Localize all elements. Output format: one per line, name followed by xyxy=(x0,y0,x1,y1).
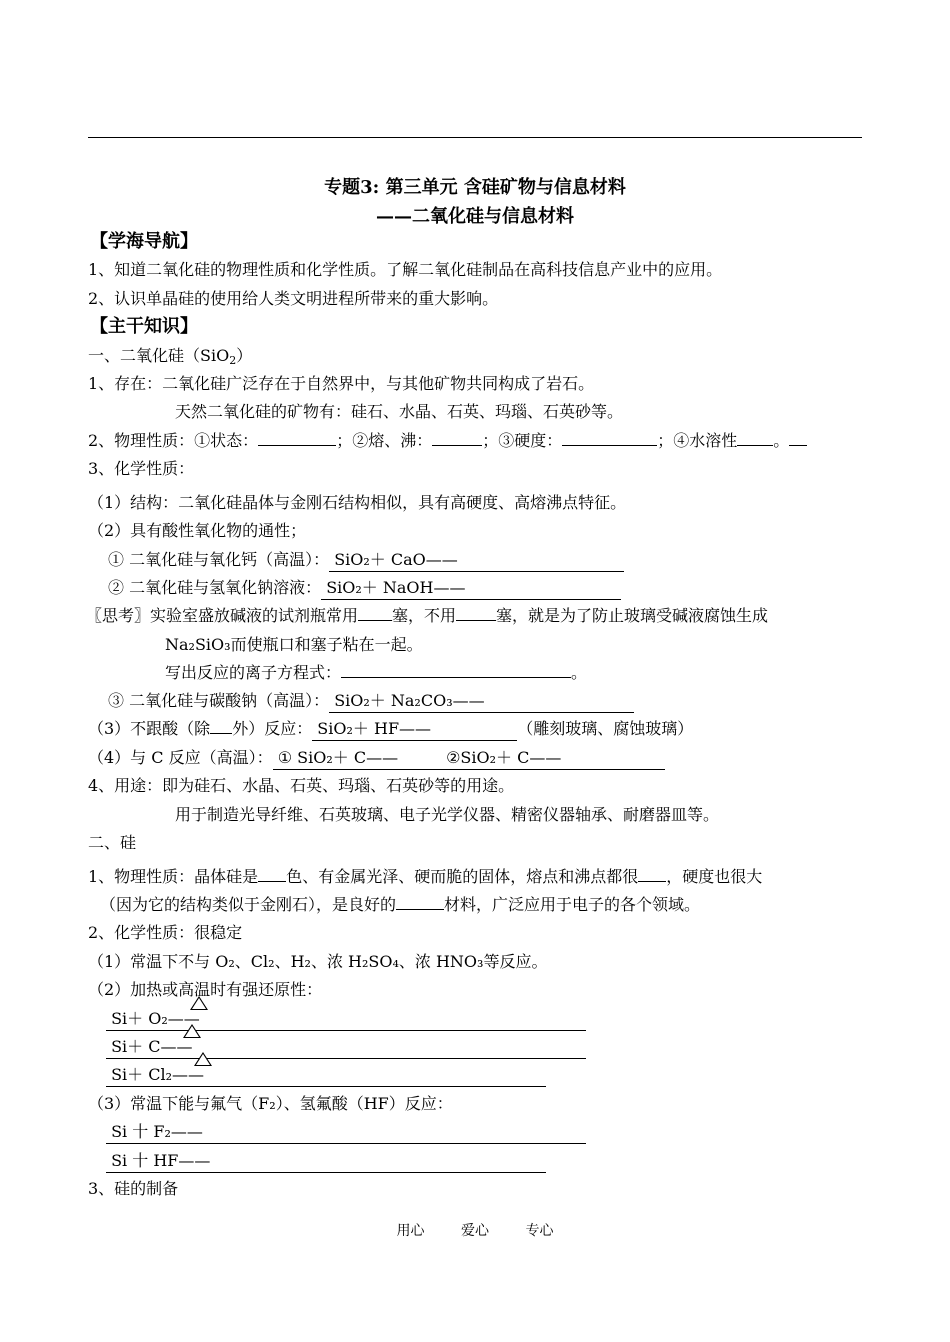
footer-text-1: 用心 xyxy=(396,1223,425,1239)
section-main-heading: 【主干知识】 xyxy=(90,316,198,337)
si-c-equation: Si＋ C—— xyxy=(106,1036,586,1059)
si-hf-equation: Si 十 HF—— xyxy=(106,1150,546,1173)
think-line-2: Na₂SiO₃而使瓶口和塞子粘在一起。 xyxy=(165,635,423,654)
carbon-reaction-line: （4）与 C 反应（高温）： ① SiO₂＋ C—— ②SiO₂＋ C—— xyxy=(88,747,665,770)
part1-heading: 一、二氧化硅（SiO$_2$） xyxy=(88,346,253,367)
page-title: 专题3: 第三单元 含硅矿物与信息材料 xyxy=(324,177,626,198)
heating-triangle-icon xyxy=(190,996,208,1010)
si-chemical-2: （2）加热或高温时有强还原性： xyxy=(88,980,323,999)
guide-item-1: 1、知道二氧化硅的物理性质和化学性质。了解二氧化硅制品在高科技信息产业中的应用。 xyxy=(88,260,723,279)
ionic-equation-line: 写出反应的离子方程式： 。 xyxy=(165,663,588,682)
minerals-line: 天然二氧化硅的矿物有：硅石、水晶、石英、玛瑙、石英砂等。 xyxy=(175,402,624,421)
uses-line-2: 用于制造光导纤维、石英玻璃、电子光学仪器、精密仪器轴承、耐磨器皿等。 xyxy=(175,805,720,824)
existence-line: 1、存在：二氧化硅广泛存在于自然界中，与其他矿物共同构成了岩石。 xyxy=(88,374,595,393)
guide-item-2: 2、认识单晶硅的使用给人类文明进程所带来的重大影响。 xyxy=(88,289,499,308)
structure-line: （1）结构：二氧化硅晶体与金刚石结构相似，具有高硬度、高熔沸点特征。 xyxy=(88,493,627,512)
no-acid-reaction-line: （3）不跟酸（除 外）反应： SiO₂＋ HF—— （雕刻玻璃、腐蚀玻璃） xyxy=(88,718,693,741)
footer-text-3: 专心 xyxy=(525,1223,554,1239)
si-f2-equation: Si 十 F₂—— xyxy=(106,1121,586,1144)
si-preparation-heading: 3、硅的制备 xyxy=(88,1179,179,1198)
physical-properties-line: 2、物理性质：①状态： ；②熔、沸： ；③硬度： ；④水溶性 。 xyxy=(88,430,807,452)
reaction-cao-line: ① 二氧化硅与氧化钙（高温）： SiO₂＋ CaO—— xyxy=(108,549,624,572)
section-guide-heading: 【学海导航】 xyxy=(90,231,198,252)
heating-triangle-icon xyxy=(194,1052,212,1066)
uses-line-1: 4、用途：即为硅石、水晶、石英、玛瑙、石英砂等的用途。 xyxy=(88,776,515,795)
si-o2-equation: Si＋ O₂—— xyxy=(106,1008,586,1031)
si-physical-line-2: （因为它的结构类似于金刚石），是良好的 材料，广泛应用于电子的各个领域。 xyxy=(100,895,701,914)
reaction-naoh-line: ② 二氧化硅与氢氧化钠溶液： SiO₂＋ NaOH—— xyxy=(108,577,621,600)
think-line-1: 〖思考〗实验室盛放碱液的试剂瓶常用 塞，不用 塞，就是为了防止玻璃受碱液腐蚀生成 xyxy=(86,606,769,625)
page-subtitle: ——二氧化硅与信息材料 xyxy=(376,206,574,227)
si-chemical-1: （1）常温下不与 O₂、Cl₂、H₂、浓 H₂SO₄、浓 HNO₃等反应。 xyxy=(88,952,548,971)
si-chemical-3: （3）常温下能与氟气（F₂）、氢氟酸（HF）反应： xyxy=(88,1094,453,1113)
header-rule xyxy=(88,137,862,138)
chemical-properties-heading: 3、化学性质： xyxy=(88,459,195,478)
si-physical-line-1: 1、物理性质：晶体硅是 色、有金属光泽、硬而脆的固体，熔点和沸点都很 ，硬度也很大 xyxy=(88,867,763,886)
part2-heading: 二、硅 xyxy=(88,833,137,852)
heating-triangle-icon xyxy=(183,1024,201,1038)
reaction-na2co3-line: ③ 二氧化硅与碳酸钠（高温）： SiO₂＋ Na₂CO₃—— xyxy=(108,690,634,713)
footer-text-2: 爱心 xyxy=(461,1223,489,1239)
acidic-oxide-line: （2）具有酸性氧化物的通性； xyxy=(88,521,307,540)
si-cl2-equation: Si＋ Cl₂—— xyxy=(106,1064,546,1087)
page-footer xyxy=(0,1220,950,1240)
si-chemical-heading: 2、化学性质：很稳定 xyxy=(88,923,243,942)
